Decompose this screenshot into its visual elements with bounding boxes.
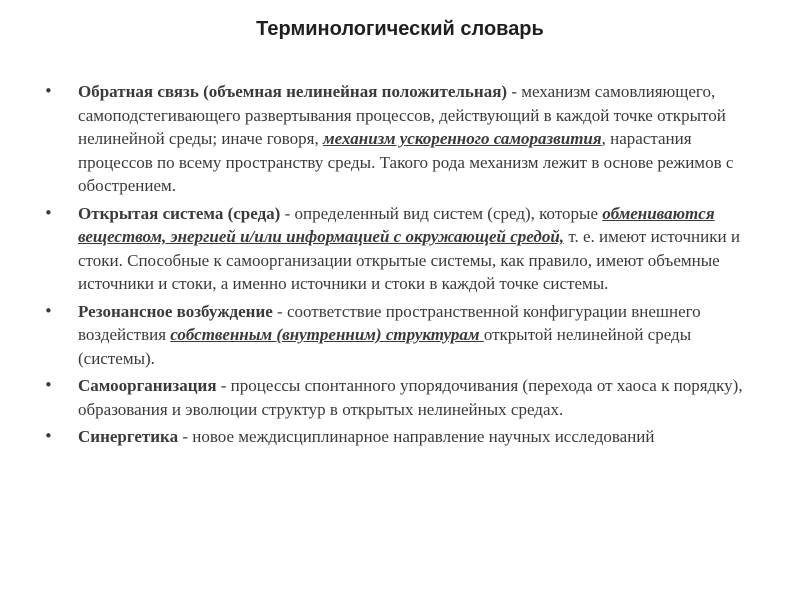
emphasized-phrase: обмениваются веществом, энергией и/или информацией с окружающей средой, [78, 203, 715, 246]
emphasized-phrase: собственным (внутренним) структурам [170, 325, 484, 344]
bullet-icon: • [44, 376, 53, 394]
list-item [44, 202, 744, 296]
list-item [44, 300, 744, 371]
definition-text: , нарастания процессов по всему пространству среды. Такого рода механизм лежит в основе режимов с обострением. [78, 129, 734, 195]
list-item [44, 80, 744, 198]
glossary-term: Обратная связь (объемная нелинейная положительная) [78, 82, 508, 101]
bullet-icon: • [44, 203, 53, 222]
glossary-term: Резонансное возбуждение [78, 301, 273, 321]
page-title: Терминологический словарь [256, 18, 544, 40]
bullet-icon: • [44, 427, 53, 445]
bullet-icon: • [44, 82, 53, 100]
definition-text: - определенный вид систем (сред), которые [280, 203, 603, 223]
glossary-term: Синергетика [78, 427, 179, 446]
emphasized-phrase: механизм ускоренного саморазвития [323, 129, 602, 148]
bullet-icon: • [44, 301, 53, 320]
list-item [44, 425, 744, 449]
glossary-term: Самоорганизация [78, 376, 217, 395]
definition-text: - механизм самовлияющего, самоподстегивающего развертывания процессов, действующий в каждой точке открытой нелинейной среды; иначе говоря, [78, 82, 726, 148]
definition-text: - новое междисциплинарное направление научных исследований [178, 427, 655, 446]
glossary-list [44, 80, 744, 453]
definition-text: - процессы спонтанного упорядочивания (перехода от хаоса к порядку), образования и эволюции структур в открытых нелинейных средах. [78, 376, 743, 419]
definition-text: т. е. имеют источники и стоки. Способные к самоорганизации открытые системы, как правило, имеют объемные источники и стоки, а именно источники и стоки в каждой точке системы. [78, 227, 740, 293]
glossary-term: Открытая система (среда) [78, 203, 281, 223]
list-item [44, 374, 744, 421]
definition-text: - соответствие пространственной конфигурации внешнего воздействия [78, 301, 701, 344]
definition-text: открытой нелинейной среды (системы). [78, 325, 692, 368]
